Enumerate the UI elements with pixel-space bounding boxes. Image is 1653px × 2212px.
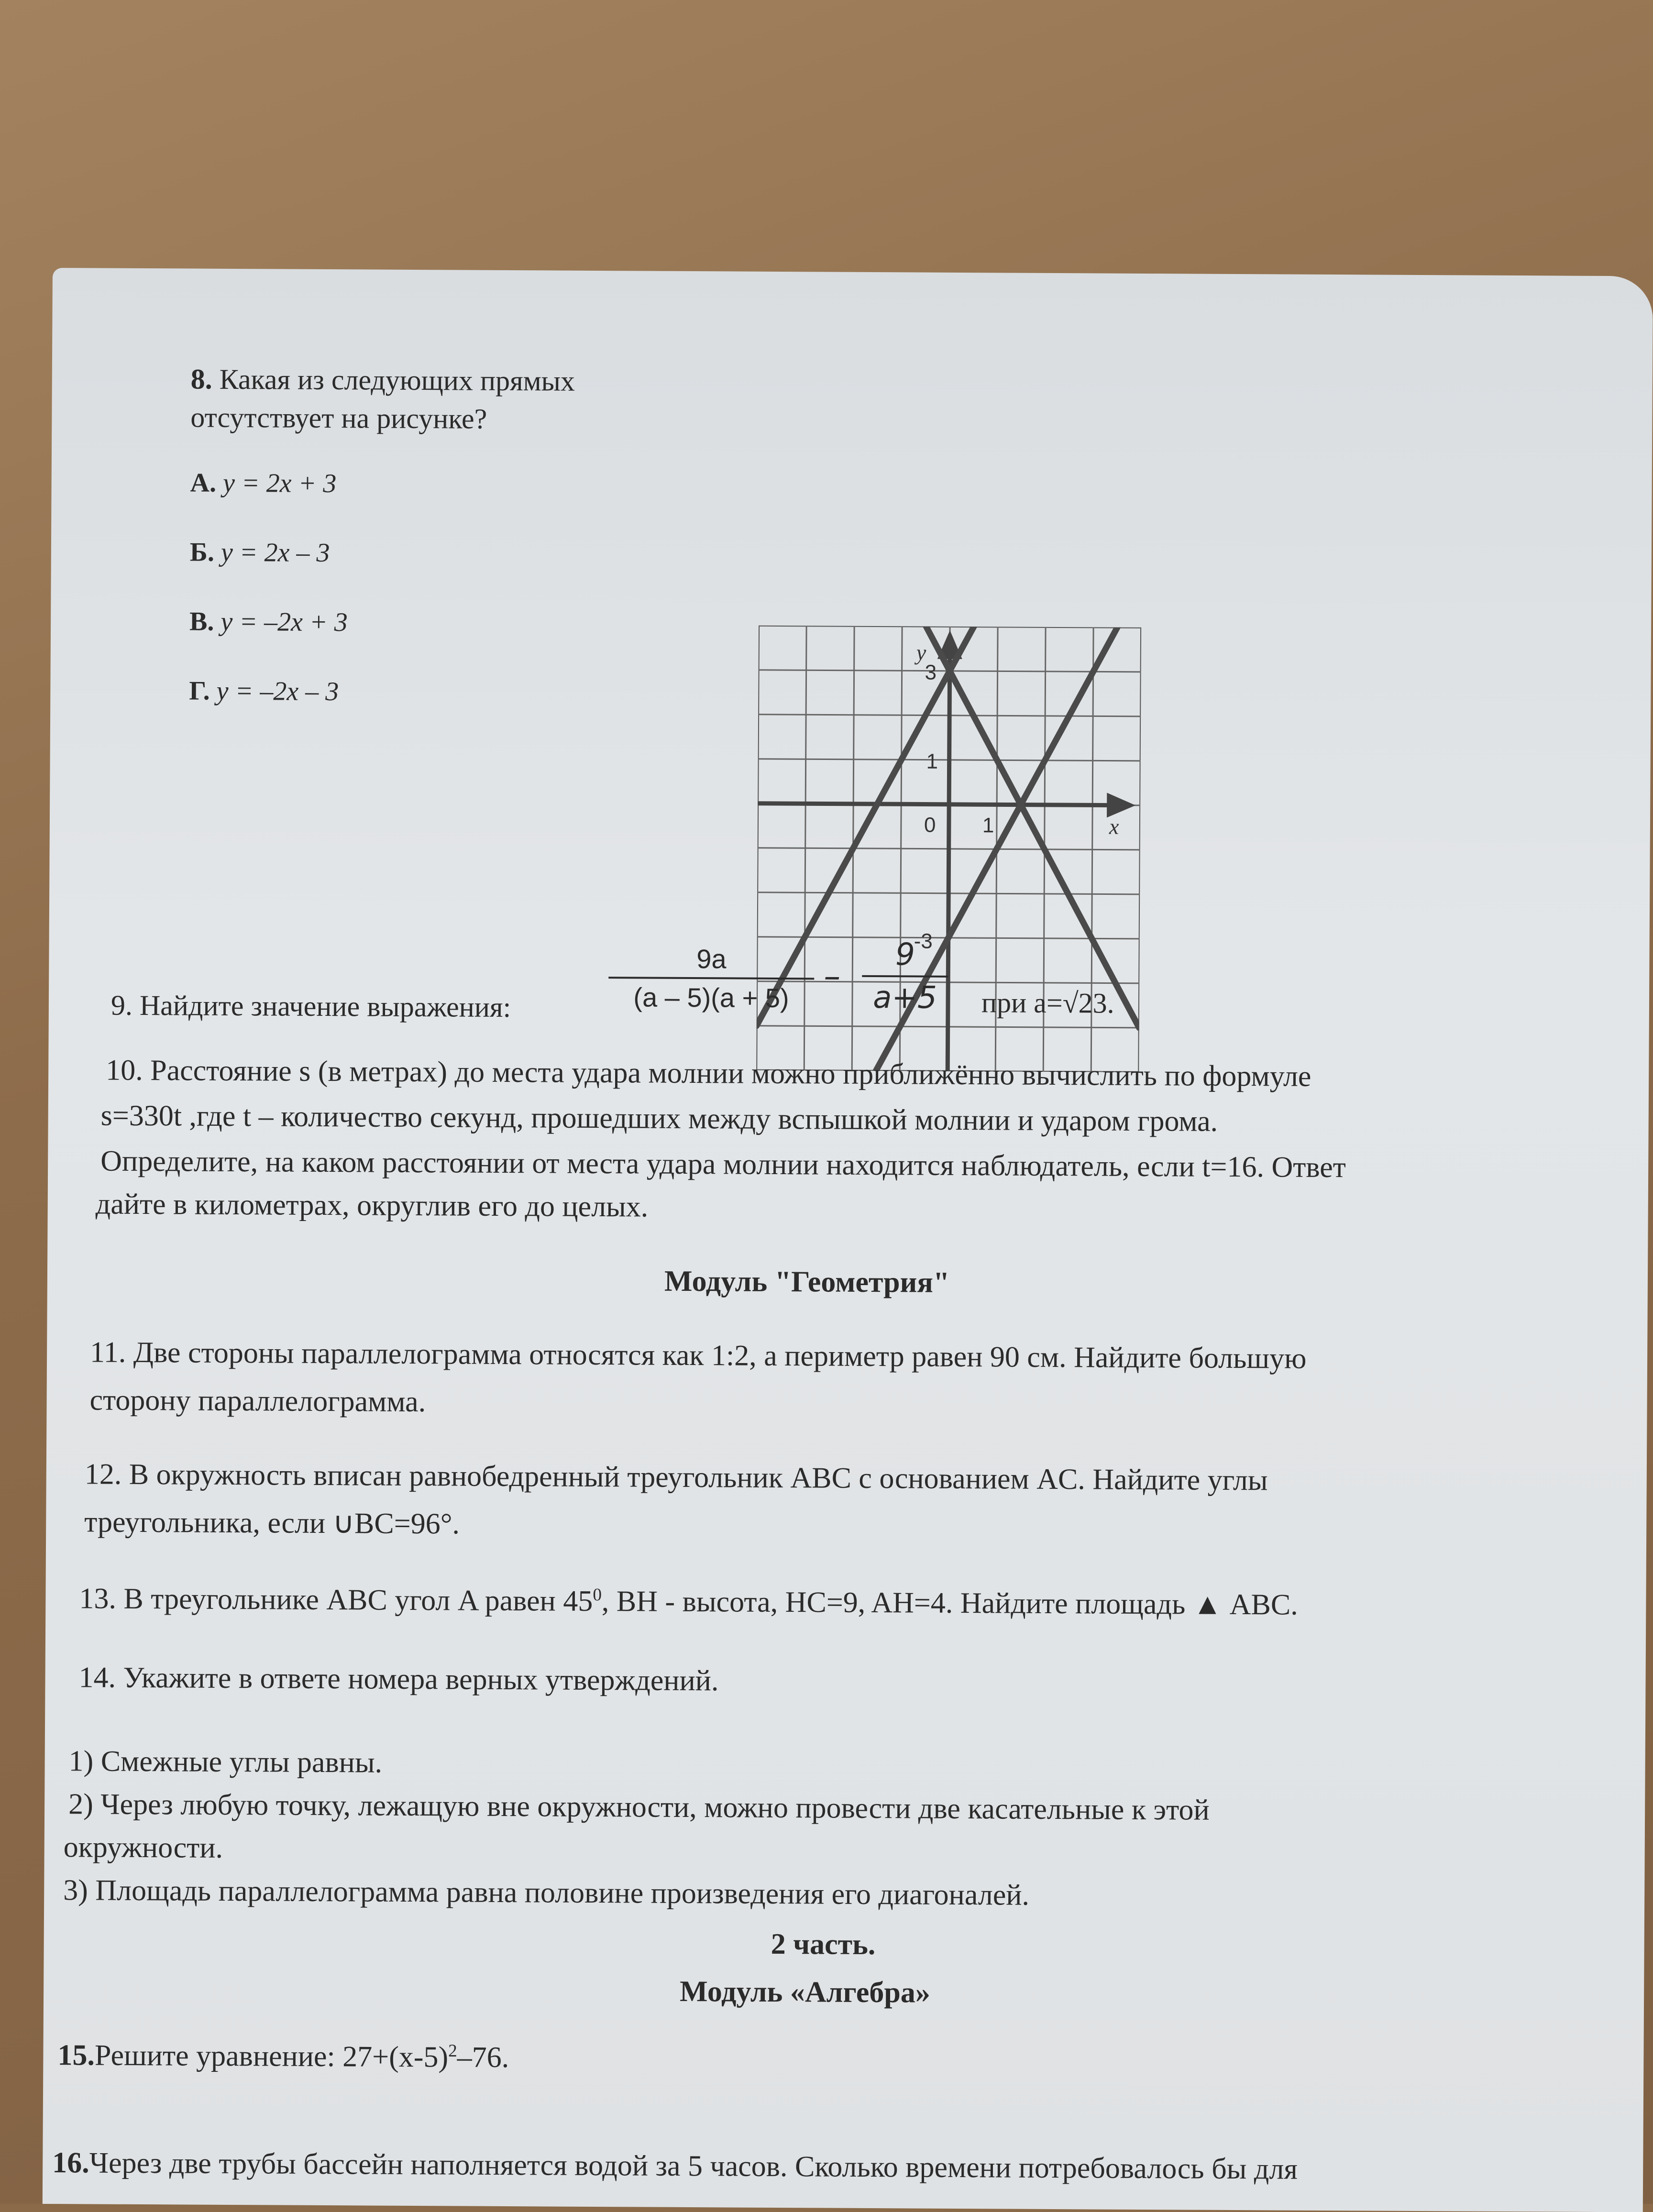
tick-label-origin: 0 [924,813,936,837]
y-axis-label: y [916,640,926,665]
q13-text [79,1581,1298,1623]
tick-label-x-1: 1 [982,814,994,837]
q8-option-d-label: Г. [189,676,210,706]
q8-text-line1: Какая из следующих прямых [219,363,575,397]
worksheet-page [43,268,1653,2212]
q13-text-end: , BH - высота, HC=9, AH=4. Найдите площадь ▲ ABC. [601,1585,1298,1621]
tick-label-y-3: 3 [925,660,937,684]
module-algebra-heading: Модуль «Алгебра» [679,1975,931,2009]
q8-option-c-label: В. [189,606,214,637]
q14-statement-1: 1) Смежные углы равны. [68,1745,383,1779]
q10-line4: дайте в километрах, округлив его до целых. [95,1188,649,1223]
q9-text: 9. Найдите значение выражения: [110,989,511,1023]
q9-frac2-bar [862,975,948,978]
q9-frac1-denominator: (a – 5)(a + 5) [633,982,789,1013]
q16-text [52,2145,1298,2187]
q8-option-d [189,675,339,708]
tick-label-y-neg3: -3 [914,929,933,953]
q15-equation-end: –76. [457,2041,509,2074]
x-axis [758,803,1131,805]
q8-line1 [191,362,575,398]
q10-line1: 10. Расстояние s (в метрах) до места удара молнии можно приближённо вычислить по формуле [106,1054,1311,1093]
q8-option-a-formula: y = 2x + 3 [222,468,337,499]
module-geometry-heading: Модуль "Геометрия" [664,1265,950,1299]
q14-statement-2-line2: окружности. [63,1831,223,1864]
tick-label-y-1: 1 [926,749,938,773]
q8-option-b-formula: y = 2x – 3 [220,537,330,568]
q15-equation-start: Решите уравнение: 27+(x-5) [94,2039,449,2074]
q14-statement-2-line1: 2) Через любую точку, лежащую вне окружности, можно провести две касательные к этой [68,1788,1210,1827]
q12-line1: 12. В окружность вписан равнобедренный треугольник ABC с основанием AC. Найдите углы [84,1458,1268,1497]
q8-number: 8. [190,363,212,395]
q9-frac1-bar [608,977,814,979]
q9-frac2-numerator: 9 [895,937,915,973]
q16-number: 16. [52,2146,89,2179]
q14-title: 14. Укажите в ответе номера верных утверждений. [78,1661,719,1697]
q10-line2: s=330t ,где t – количество секунд, прошедших между вспышкой молнии и ударом грома. [100,1099,1218,1138]
q8-option-b [190,537,330,570]
q9-condition: при a=√23. [981,987,1114,1019]
q13-text-start: 13. В треугольнике ABC угол A равен 45 [79,1582,593,1618]
q8-option-d-formula: y = –2x – 3 [216,676,339,707]
q8-option-c [189,606,348,639]
q15-text [57,2037,509,2075]
q11-line1: 11. Две стороны параллелограмма относятся как 1:2, а периметр равен 90 см. Найдите большую [89,1336,1307,1375]
q8-option-b-label: Б. [189,537,215,567]
q8-option-a [190,467,336,500]
q14-statement-3: 3) Площадь параллелограмма равна половине произведения его диагоналей. [63,1874,1030,1912]
q9-frac2-denominator: a+5 [873,980,937,1016]
q8-text-line2: отсутствует на рисунке? [190,401,487,435]
part2-heading: 2 часть. [771,1927,876,1961]
q9-minus: – [824,956,841,996]
q9-fraction-2 [862,937,948,1016]
x-axis-label: x [1109,814,1119,839]
q10-line3: Определите, на каком расстоянии от места удара молнии находится наблюдатель, если t=16. Ответ [100,1145,1346,1184]
q9-fraction-1 [608,943,815,1013]
q15-number: 15. [57,2039,95,2072]
q9-frac1-numerator: 9a [696,944,727,974]
q11-line2: сторону параллелограмма. [89,1384,426,1419]
q15-exponent: 2 [448,2041,457,2061]
q12-line2: треугольника, если ∪BC=96°. [84,1506,460,1541]
q8-option-a-label: А. [190,468,217,498]
q16-text-body: Через две трубы бассейн наполняется водой за 5 часов. Сколько времени потребовалось бы для [89,2146,1298,2186]
q8-option-c-formula: y = –2x + 3 [220,606,348,638]
q13-degree: 0 [593,1585,602,1605]
